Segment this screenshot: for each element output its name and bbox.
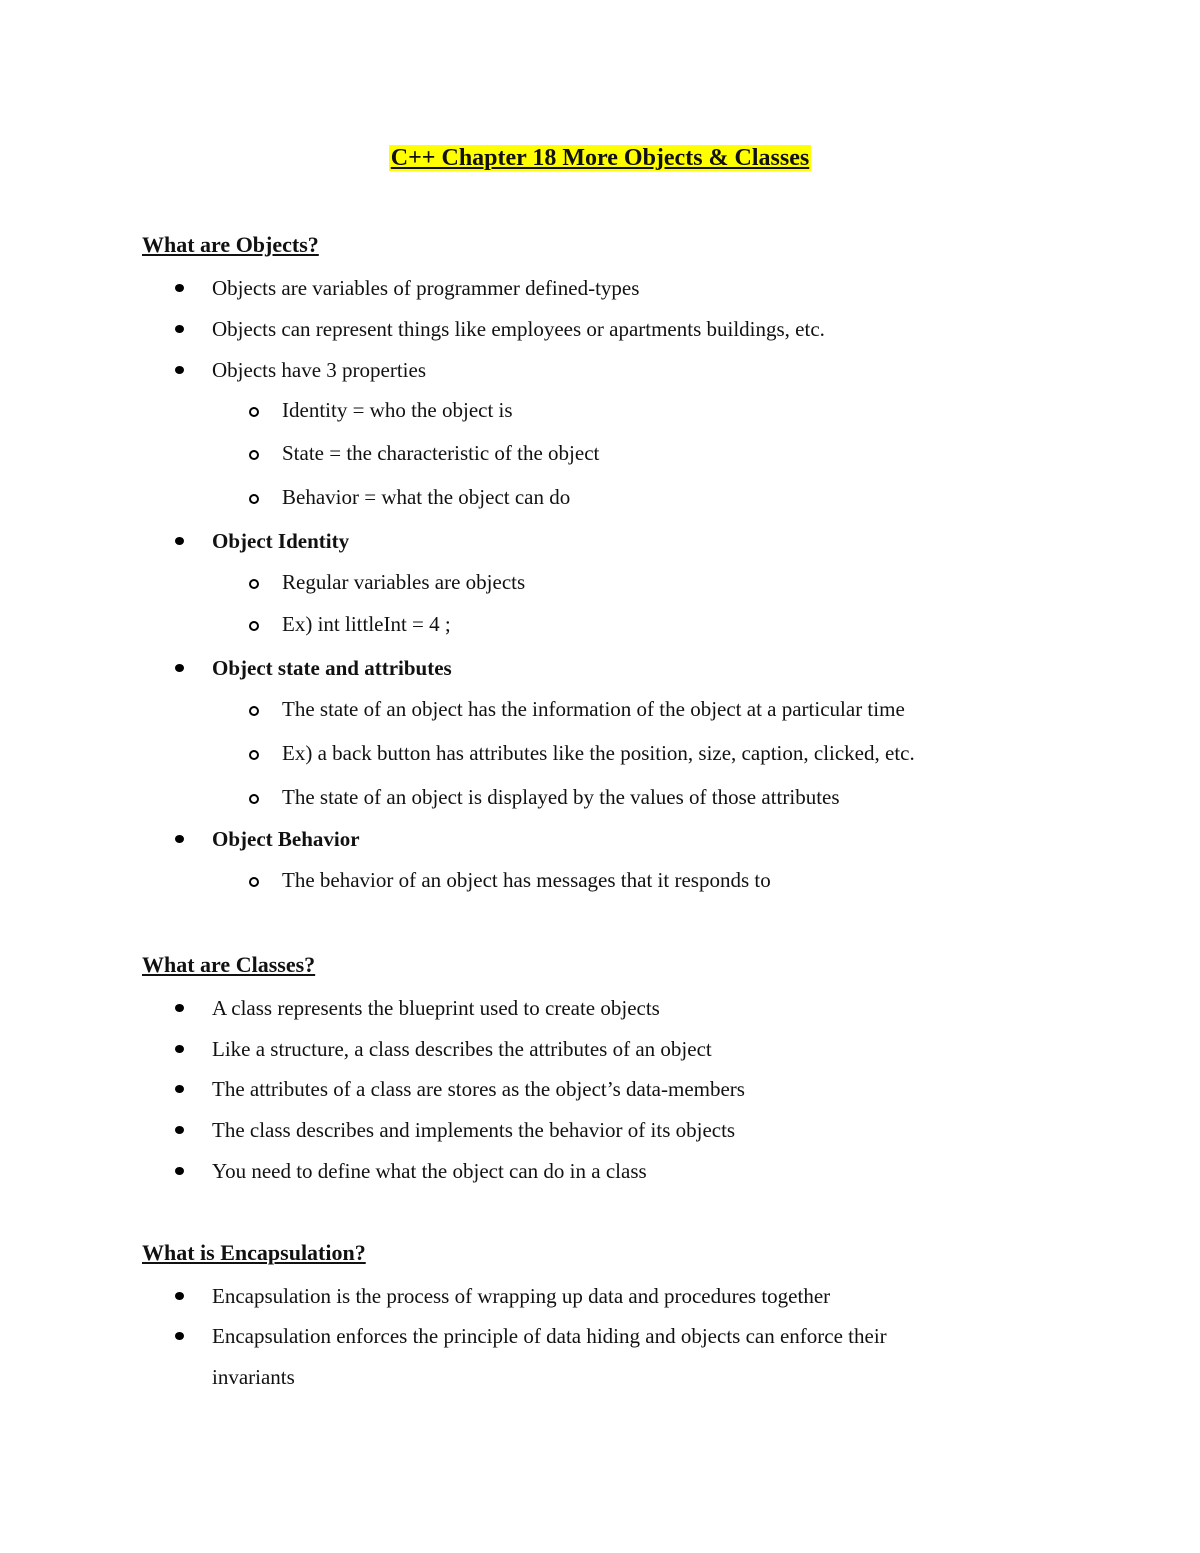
- bullet-icon: [175, 1085, 184, 1093]
- bullet-icon: [175, 284, 184, 292]
- bullet-icon: [175, 366, 184, 374]
- bullet-icon: [175, 664, 184, 672]
- page-title: [0, 142, 1200, 174]
- section-heading-classes: What are Classes?: [142, 952, 316, 977]
- sub-list-item: Ex) a back button has attributes like the position, size, caption, clicked, etc.: [282, 739, 915, 767]
- bullet-icon: [175, 325, 184, 333]
- bullet-icon: [175, 1045, 184, 1053]
- bullet-icon: [175, 537, 184, 545]
- list-item: Encapsulation enforces the principle of data hiding and objects can enforce their: [212, 1322, 887, 1350]
- list-item: The attributes of a class are stores as the object’s data-members: [212, 1075, 745, 1103]
- list-item: A class represents the blueprint used to create objects: [212, 994, 660, 1022]
- bullet-icon: [175, 835, 184, 843]
- circle-bullet-icon: [249, 621, 259, 631]
- circle-bullet-icon: [249, 407, 259, 417]
- bullet-icon: [175, 1332, 184, 1340]
- sub-list-item: The state of an object has the information of the object at a particular time: [282, 695, 905, 723]
- section-heading-encapsulation: What is Encapsulation?: [142, 1240, 366, 1265]
- list-item-object-identity: Object Identity: [212, 527, 349, 555]
- list-item: Objects can represent things like employees or apartments buildings, etc.: [212, 315, 825, 343]
- circle-bullet-icon: [249, 450, 259, 460]
- list-item-object-behavior: Object Behavior: [212, 825, 360, 853]
- sub-list-item: Behavior = what the object can do: [282, 483, 570, 511]
- list-item-continuation: invariants: [212, 1365, 295, 1389]
- list-item: Objects are variables of programmer defined-types: [212, 274, 639, 302]
- list-item: The class describes and implements the behavior of its objects: [212, 1116, 735, 1144]
- list-item: Objects have 3 properties: [212, 356, 426, 384]
- sub-list-item: Regular variables are objects: [282, 568, 525, 596]
- page-title-text: C++ Chapter 18 More Objects & Classes: [390, 145, 810, 171]
- list-item: Encapsulation is the process of wrapping up data and procedures together: [212, 1282, 830, 1310]
- list-item: Like a structure, a class describes the attributes of an object: [212, 1035, 712, 1063]
- sub-list-item: The behavior of an object has messages that it responds to: [282, 866, 771, 894]
- list-item: You need to define what the object can do in a class: [212, 1157, 647, 1185]
- sub-list-item: The state of an object is displayed by the values of those attributes: [282, 783, 840, 811]
- circle-bullet-icon: [249, 579, 259, 589]
- sub-list-item: State = the characteristic of the object: [282, 439, 599, 467]
- bullet-icon: [175, 1126, 184, 1134]
- section-heading-objects: What are Objects?: [142, 232, 319, 257]
- bullet-icon: [175, 1004, 184, 1012]
- sub-list-item: Ex) int littleInt = 4 ;: [282, 610, 451, 638]
- sub-list-item: Identity = who the object is: [282, 396, 513, 424]
- circle-bullet-icon: [249, 706, 259, 716]
- list-item-object-state: Object state and attributes: [212, 654, 452, 682]
- circle-bullet-icon: [249, 750, 259, 760]
- bullet-icon: [175, 1167, 184, 1175]
- circle-bullet-icon: [249, 494, 259, 504]
- circle-bullet-icon: [249, 794, 259, 804]
- circle-bullet-icon: [249, 877, 259, 887]
- bullet-icon: [175, 1292, 184, 1300]
